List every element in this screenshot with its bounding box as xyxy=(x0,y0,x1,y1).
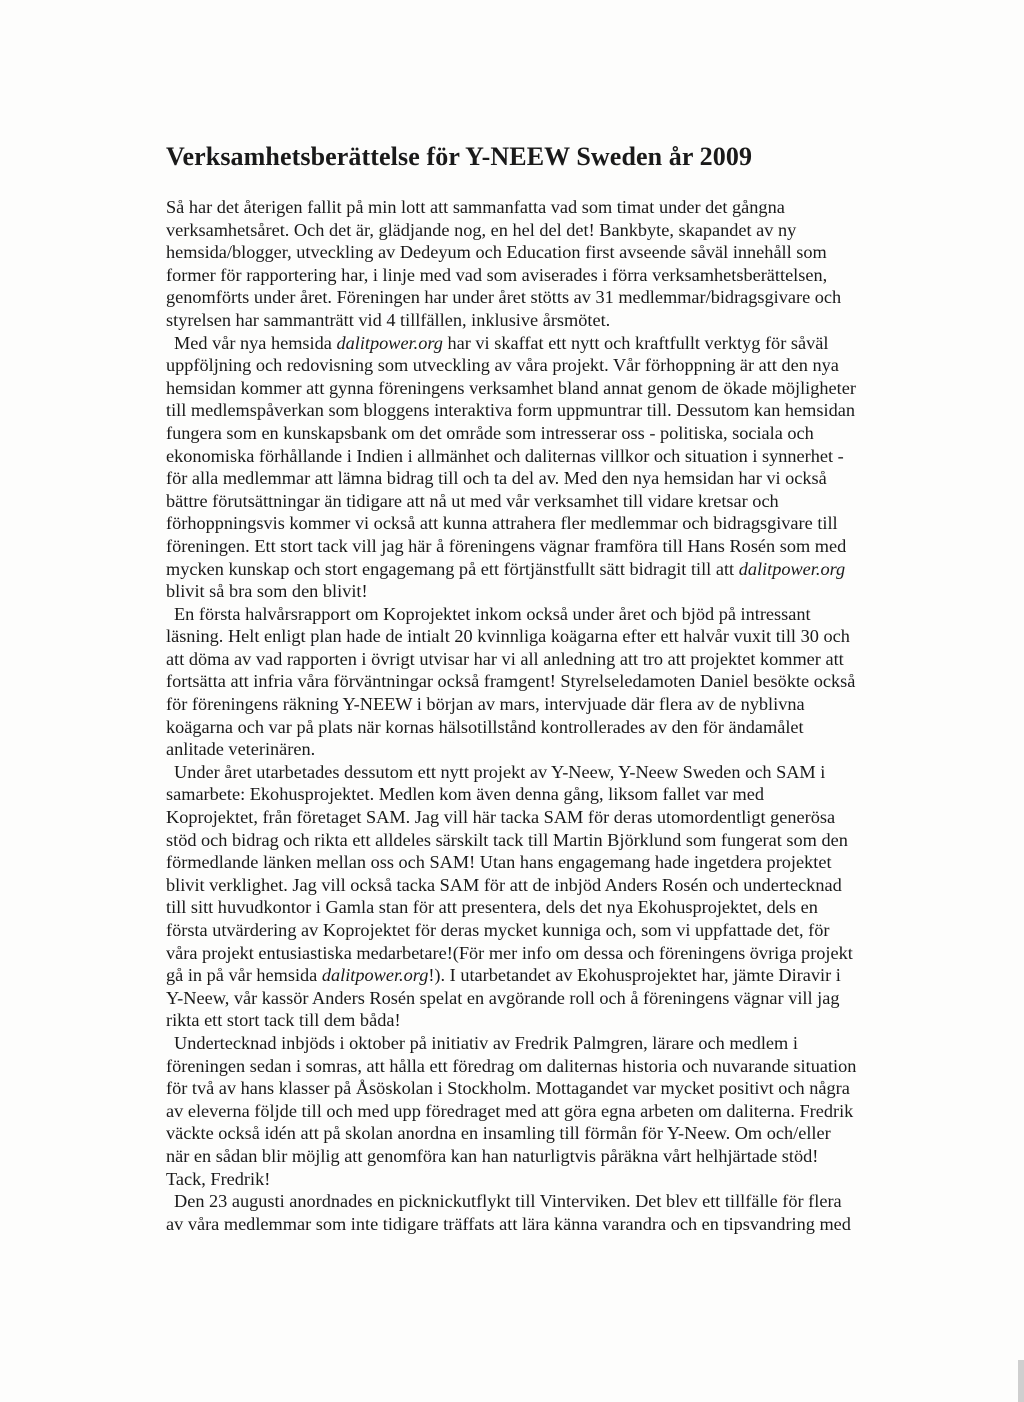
text-line: av våra medlemmar som inte tidigare träffats att lära känna varandra och en tipsvandring med xyxy=(166,1213,851,1234)
paragraph xyxy=(166,761,941,1032)
text-line: genomförts under året. Föreningen har under året stötts av 31 medlemmar/bidragsgivare och xyxy=(166,287,842,308)
paragraph xyxy=(166,332,941,603)
text-line: samarbete: Ekohusprojektet. Medlen kom även denna gång, liksom fallet var med xyxy=(166,784,765,805)
text-line: fungera som en kunskapsbank om det område som intresserar oss - politiska, sociala och xyxy=(166,422,814,443)
text-line: läsning. Helt enligt plan hade de intialt 20 kvinnliga koägarna efter ett halvår vuxit till 30 och xyxy=(166,626,850,647)
text-line: styrelsen har sammanträtt vid 4 tillfällen, inklusive årsmötet. xyxy=(166,309,611,330)
website-name: dalitpower.org xyxy=(336,332,443,353)
text-line: förmedlande länken mellan oss och SAM! Utan hans engagemang hade ingetdera projektet xyxy=(166,852,832,873)
paragraph xyxy=(166,1190,941,1235)
text-line: rikta ett stort tack till dem båda! xyxy=(166,1010,401,1031)
text-line: föreningen sedan i somras, att hålla ett föredrag om daliternas historia och nuvarande situation xyxy=(166,1055,857,1076)
text-line: hemsidan kommer att gynna föreningens verksamhet bland annat genom de ökade möjligheter xyxy=(166,377,856,398)
text-line: fortsätta att infria våra förväntningar också framgent! Styrelseledamoten Daniel besökte också xyxy=(166,671,856,692)
text-line: verksamhetsåret. Och det är, glädjande nog, en hel del det! Bankbyte, skapandet av ny xyxy=(166,219,797,240)
text-line: blivit verklighet. Jag vill också tacka SAM för att de inbjöd Anders Rosén och undertecknad xyxy=(166,874,842,895)
text-line: Under året utarbetades dessutom ett nytt projekt av Y-Neew, Y-Neew Sweden och SAM i xyxy=(174,761,826,782)
website-name: dalitpower.org xyxy=(738,558,846,579)
paragraph xyxy=(166,1032,941,1190)
text-line: Tack, Fredrik! xyxy=(166,1168,271,1189)
document-body xyxy=(166,140,941,1235)
text-line: till medlemspåverkan som bloggens interaktiva form uppmuntrar till. Dessutom kan hemsidan xyxy=(166,400,855,421)
text-line: anlitade veterinären. xyxy=(166,739,316,760)
website-name: dalitpower.org xyxy=(321,965,429,986)
paragraph xyxy=(166,196,941,332)
text-line: Den 23 augusti anordnades en picknickutflykt till Vinterviken. Det blev ett tillfälle för flera xyxy=(174,1191,842,1212)
text-line: hemsida/blogger, utveckling av Dedeyum och Education first avseende såväl innehåll som xyxy=(166,242,827,263)
text-line: gå in på vår hemsida dalitpower.org!). I utarbetandet av Ekohusprojektet har, jämte Diravir i xyxy=(166,965,841,986)
text-line: av eleverna följde till och med upp föredraget med att göra egna arbeten om daliterna. Fredrik xyxy=(166,1100,854,1121)
text-line: Koprojektet, från företaget SAM. Jag vill här tacka SAM för deras utomordentligt generösa xyxy=(166,807,836,828)
text-line: bättre förutsättningar än tidigare att nå ut med vår verksamhet till vidare kretsar och xyxy=(166,490,779,511)
text-line: väckte också idén att på skolan anordna en insamling till förmån för Y-Neew. Om och/eller xyxy=(166,1123,831,1144)
text-line: våra projekt entusiastiska medarbetare!(För mer info om dessa och föreningens övriga projekt xyxy=(166,942,853,963)
text-line: blivit så bra som den blivit! xyxy=(166,581,368,602)
text-line: koägarna och var på plats när kornas hälsotillstånd kontrollerades av den för ändamålet xyxy=(166,716,804,737)
text-line: för föreningens räkning Y-NEEW i början av mars, intervjuade där flera av de nyblivna xyxy=(166,694,805,715)
document-title: Verksamhetsberättelse för Y-NEEW Sweden år 2009 xyxy=(166,142,753,171)
text-line: mycken kunskap och stort engagemang på ett förtjänstfullt sätt bidragit till att dalitpower.org xyxy=(166,558,846,579)
text-line: föreningen. Ett stort tack vill jag här å föreningens vägnar framföra till Hans Rosén som med xyxy=(166,535,847,556)
text-line: när en sådan blir möjlig att genomföra kan han naturligtvis påräkna vårt helhjärtade stöd! xyxy=(166,1145,819,1166)
paragraph-list xyxy=(166,196,941,1235)
text-line: till sitt huvudkontor i Gamla stan för att presentera, dels det nya Ekohusprojektet, dels en xyxy=(166,897,818,918)
text-line: Undertecknad inbjöds i oktober på initiativ av Fredrik Palmgren, lärare och medlem i xyxy=(174,1032,798,1053)
paragraph xyxy=(166,603,941,761)
text-line: första utvärdering av Koprojektet för deras mycket kunniga och, som vi uppfattade det, för xyxy=(166,920,830,940)
text-line: Y-Neew, vår kassör Anders Rosén spelat en avgörande roll och å föreningens vägnar vill jag xyxy=(166,987,840,1008)
scan-edge-mark xyxy=(1018,1360,1024,1402)
text-line: förhoppningsvis kommer vi också att kunna attrahera fler medlemmar och bidragsgivare till xyxy=(166,513,838,534)
text-line: för alla medlemmar att lämna bidrag till och ta del av. Med den nya hemsidan har vi också xyxy=(166,468,827,489)
text-line: ekonomiska förhållande i Indien i allmänhet och daliternas villkor och situation i synnerhet - xyxy=(166,445,844,466)
text-line: En första halvårsrapport om Koprojektet inkom också under året och bjöd på intressant xyxy=(174,603,811,624)
text-line: för två av hans klasser på Åsöskolan i Stockholm. Mottagandet var mycket positivt och några xyxy=(166,1078,850,1099)
text-line: uppföljning och redovisning som utveckling av våra projekt. Vår förhoppning är att den nya xyxy=(166,355,839,376)
text-line: Så har det återigen fallit på min lott att sammanfatta vad som timat under det gångna xyxy=(166,197,785,217)
text-line: att döma av vad rapporten i övrigt utvisar har vi all anledning att tro att projektet kommer att xyxy=(166,648,844,669)
text-line: Med vår nya hemsida dalitpower.org har vi skaffat ett nytt och kraftfullt verktyg för såväl xyxy=(174,332,829,353)
text-line: stöd och bidrag och rikta ett alldeles särskilt tack till Martin Björklund som fungerat som den xyxy=(166,829,848,850)
text-line: former för rapportering har, i linje med vad som aviserades i förra verksamhetsberättelsen, xyxy=(166,264,828,285)
